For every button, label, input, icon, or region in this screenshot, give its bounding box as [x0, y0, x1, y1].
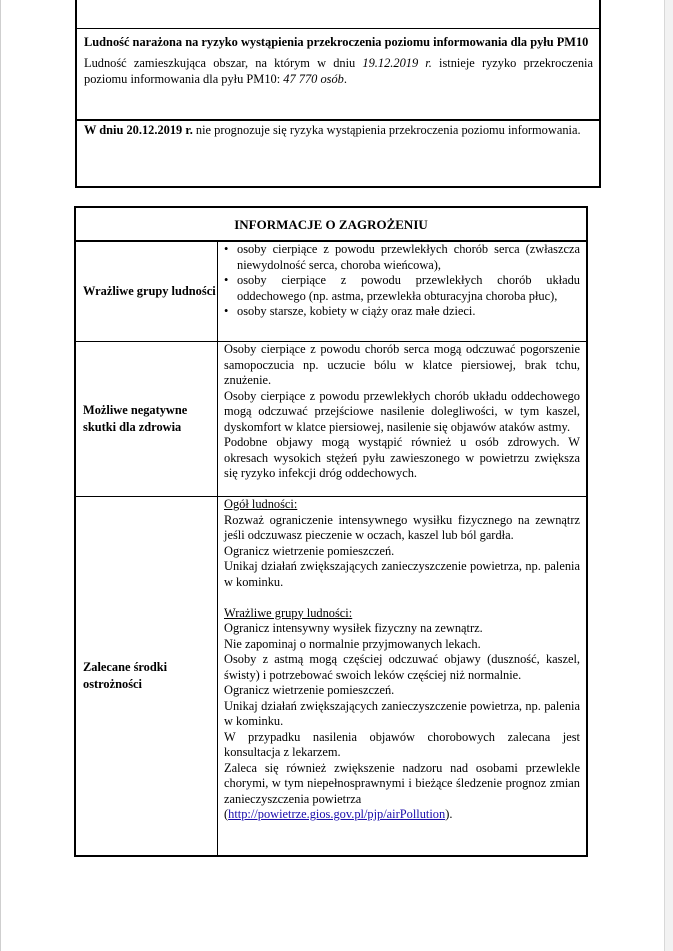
- paragraph: Zaleca się również zwiększenie nadzoru nad osobami przewlekle chorymi, w tym niepełnosprawnymi i bieżące śledzenie prognoz zmian zanieczyszczenia powietrza: [224, 760, 580, 806]
- page-edge-left: [0, 0, 1, 951]
- sensitive-groups-heading: Wrażliwe grupy ludności:: [224, 605, 353, 620]
- hazard-info-table: [74, 206, 588, 857]
- paragraph: Ogranicz wietrzenie pomieszczeń.: [224, 683, 395, 697]
- population-count: 47 770 osób: [283, 71, 344, 86]
- row-content: [218, 497, 586, 855]
- paragraph: Osoby cierpiące z powodu przewlekłych chorób układu oddechowego mogą odczuwać przejściowe nasilenie dolegliwości, w tym kaszel, dyskomfort w klatce piersiowej, nasilenie się objawów ataków astmy.: [224, 388, 580, 434]
- page-edge-right: [664, 0, 673, 951]
- list-item: • osoby cierpiące z powodu przewlekłych chorób układu oddechowego (np. astma, przewlekła obturacyjna choroba płuc),: [224, 273, 580, 304]
- general-population-heading: Ogół ludności:: [224, 497, 298, 511]
- row-label: Zalecane środki ostrożności: [76, 497, 218, 855]
- forecast-section: [77, 119, 599, 139]
- paragraph: W przypadku nasilenia objawów chorobowych zalecana jest konsultacja z lekarzem.: [224, 729, 580, 759]
- paragraph: Osoby cierpiące z powodu chorób serca mogą odczuwać pogorszenie samopoczucia np. uczucie bólu w klatce piersiowej, brak tchu, znużenie.: [224, 342, 580, 387]
- population-section: [77, 28, 599, 119]
- paragraph: Unikaj działań zwiększających zanieczyszczenie powietrza, np. palenia w kominku.: [224, 698, 580, 728]
- table-row-sensitive-groups: [76, 242, 586, 342]
- air-pollution-link[interactable]: http://powietrze.gios.gov.pl/pjp/airPollution: [228, 807, 446, 821]
- population-heading: Ludność narażona na ryzyko wystąpienia przekroczenia poziomu informowania dla pyłu PM10: [84, 35, 589, 49]
- list-item: • osoby starsze, kobiety w ciąży oraz małe dzieci.: [224, 304, 580, 320]
- population-end: .: [343, 71, 347, 86]
- population-text: [84, 56, 593, 87]
- row-label: Wrażliwe grupy ludności: [76, 242, 218, 341]
- table-row-precautions: [76, 497, 586, 855]
- paragraph: Osoby z astmą mogą częściej odczuwać objawy (duszność, kaszel, świsty) i potrzebować swoich leków częściej niż normalnie.: [224, 652, 580, 682]
- link-line: [224, 807, 580, 823]
- row-content: [218, 242, 586, 341]
- paragraph: Unikaj działań zwiększających zanieczyszczenie powietrza, np. palenia w kominku.: [224, 559, 580, 589]
- population-risk-box: [75, 0, 601, 188]
- link-open: (: [224, 807, 229, 821]
- population-date: 19.12.2019 r.: [362, 56, 432, 70]
- forecast-rest: nie prognozuje się ryzyka wystąpienia przekroczenia poziomu informowania.: [192, 123, 581, 137]
- forecast-text: [84, 123, 593, 139]
- row-content: [218, 342, 586, 496]
- row-label: Możliwe negatywne skutki dla zdrowia: [76, 342, 218, 496]
- population-mid: istnieje ryzyko przekroczenia poziomu informowania dla pyłu PM10:: [84, 56, 593, 86]
- paragraph: Ogranicz intensywny wysiłek fizyczny na zewnątrz.: [224, 621, 483, 635]
- spacer: [224, 590, 580, 606]
- forecast-date: W dniu 20.12.2019 r.: [84, 123, 193, 137]
- link-close: ).: [445, 807, 453, 821]
- paragraph: Podobne objawy mogą wystąpić również u osób zdrowych. W okresach wysokich stężeń pyłu zawieszonego w powietrzu zwiększa się ryzyko infekcji dróg oddechowych.: [224, 435, 580, 480]
- hazard-info-title: INFORMACJE O ZAGROŻENIU: [76, 208, 586, 242]
- paragraph: Rozważ ograniczenie intensywnego wysiłku fizycznego na zewnątrz jeśli odczuwasz pieczenie w oczach, kaszel lub ból gardła.: [224, 512, 580, 542]
- population-prefix: Ludność zamieszkująca obszar, na którym w dniu: [84, 56, 363, 70]
- paragraph: Nie zapominaj o normalnie przyjmowanych lekach.: [224, 636, 481, 651]
- paragraph: Ogranicz wietrzenie pomieszczeń.: [224, 543, 395, 558]
- list-item: • osoby cierpiące z powodu przewlekłych chorób serca (zwłaszcza niewydolność serca, choroba wieńcowa),: [224, 242, 580, 273]
- table-row-health-effects: [76, 342, 586, 497]
